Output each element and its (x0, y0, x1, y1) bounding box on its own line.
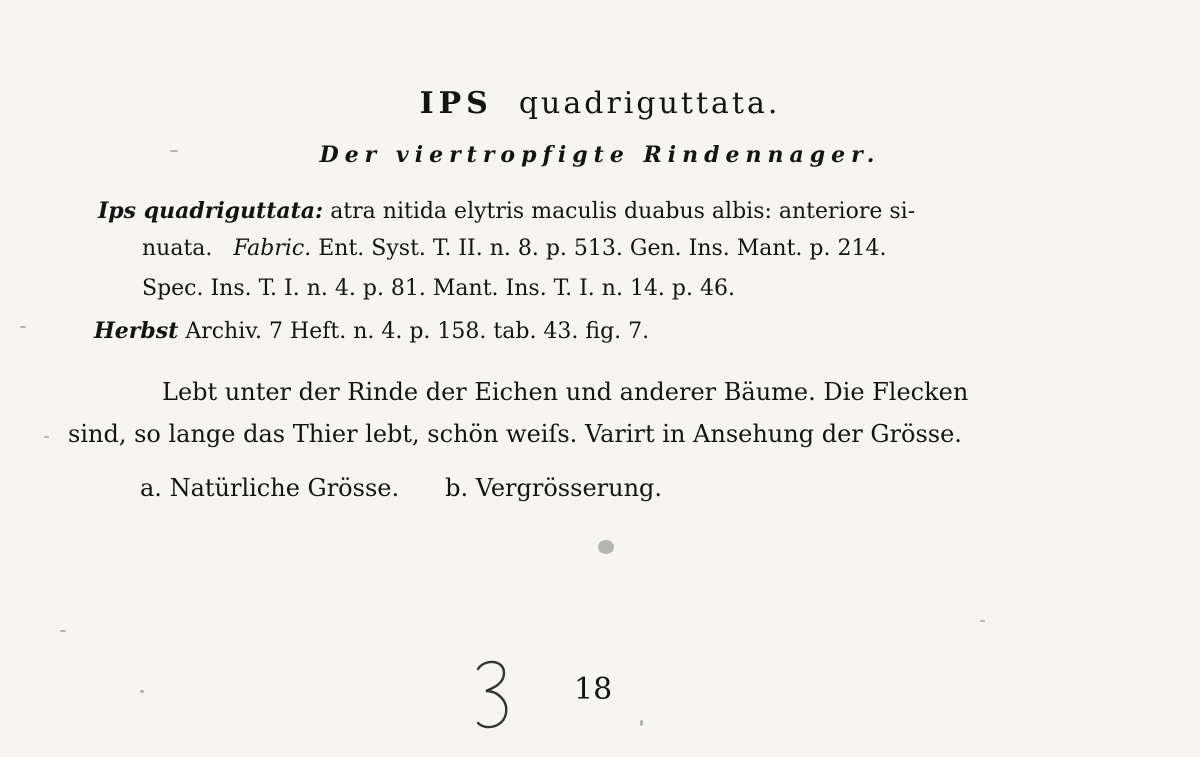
species-name: quadriguttata. (518, 86, 781, 121)
handwritten-mark (470, 655, 514, 739)
synonymy-line-2-start: nuata. (142, 236, 213, 261)
description-line-1: Lebt unter der Rinde der Eichen und anderer Bäume. Die Flecken (162, 378, 969, 406)
description-line-2: sind, so lange das Thier lebt, schön weiſs. Varirt in Ansehung der Grösse. (68, 420, 962, 448)
caption-magnified: b. Vergrösserung. (445, 474, 663, 502)
synonymy-line-2 (142, 236, 886, 261)
synonymy-line-4 (94, 318, 649, 344)
synonymy-line-2-refs: Ent. Syst. T. II. n. 8. p. 513. Gen. Ins. Mant. p. 214. (318, 236, 887, 261)
paper-speck (44, 436, 49, 438)
author-herbst: Herbst (94, 318, 179, 344)
synonymy-diagnosis: atra nitida elytris maculis duabus albis: anteriore si- (330, 199, 916, 224)
caption-natural-size: a. Natürliche Grösse. (140, 474, 400, 502)
author-fabricius: Fabric. (233, 236, 312, 261)
paper-speck (980, 620, 985, 622)
figure-caption (140, 474, 662, 502)
handwritten-three-icon (470, 655, 514, 735)
species-title (0, 86, 1200, 121)
synonymy-line-1 (98, 198, 915, 224)
paper-speck (640, 720, 643, 726)
page-number: 18 (574, 672, 613, 707)
genus-name: IPS (419, 86, 493, 121)
paper-speck (140, 690, 144, 693)
synonymy-name: Ips quadriguttata: (98, 198, 324, 224)
paper-speck (20, 326, 26, 328)
common-name-subtitle: Der viertropfigte Rindennager. (319, 142, 881, 168)
paper-speck (60, 630, 66, 632)
paper-speck (170, 150, 178, 152)
synonymy-line-3: Spec. Ins. T. I. n. 4. p. 81. Mant. Ins. T. I. n. 14. p. 46. (142, 276, 735, 301)
synonymy-line-4-refs: Archiv. 7 Heft. n. 4. p. 158. tab. 43. fig. 7. (185, 319, 650, 344)
ink-spot (598, 540, 614, 554)
